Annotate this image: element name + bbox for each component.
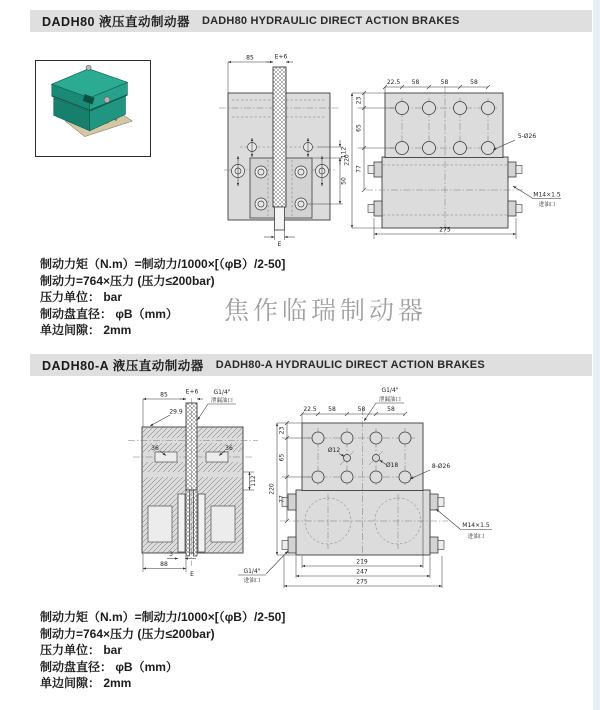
dim-65: 65 bbox=[355, 124, 363, 132]
dim-disc-ea: E bbox=[190, 571, 194, 578]
section2-header-bar bbox=[30, 354, 592, 376]
section1-title-en: DADH80 HYDRAULIC DIRECT ACTION BRAKES bbox=[202, 15, 460, 27]
dim-58a: 58 bbox=[411, 79, 420, 86]
dim-23: 23 bbox=[355, 96, 363, 105]
note-pressure-unit-a: 压力单位： bar bbox=[40, 643, 123, 657]
dim-58c: 58 bbox=[470, 79, 478, 86]
drawing-dadh80a bbox=[0, 385, 600, 595]
dadh80a-side-view bbox=[128, 389, 288, 585]
dim-seal-right: 36 bbox=[225, 445, 233, 452]
dim-77a: 77 bbox=[278, 495, 286, 503]
dim-275: 275 bbox=[439, 226, 451, 234]
dim-220a: 220 bbox=[268, 483, 276, 495]
dim-219: 219 bbox=[356, 558, 368, 566]
dim-58b2: 58 bbox=[357, 406, 366, 413]
note-disc-diameter-a: 制动盘直径： φB（mm） bbox=[40, 659, 178, 674]
note-force-formula-a: 制动力=764×压力 (压力≤200bar) bbox=[40, 626, 215, 641]
dim-112a: 112 bbox=[250, 475, 257, 487]
callout-leak-thread-side: G1/4" bbox=[213, 389, 231, 396]
dim-pad-3: 3 bbox=[169, 551, 173, 558]
dim-58a2: 58 bbox=[328, 406, 336, 413]
dim-65a: 65 bbox=[278, 453, 286, 462]
brake-disc-section bbox=[273, 67, 286, 230]
callout-5-d26: 5-Ø26 bbox=[517, 133, 537, 140]
note-torque-formula: 制动力矩（N.m）=制动力/1000×[（φB）/2-50] bbox=[40, 257, 286, 271]
callout-inlet-thread: M14×1.5 bbox=[533, 191, 561, 199]
callout-d12: Ø12 bbox=[327, 447, 341, 454]
callout-inlet-thread-side: G1/4" bbox=[243, 568, 261, 575]
watermark: 焦作临瑞制动器 bbox=[224, 296, 428, 325]
section2-title-en: DADH80-A HYDRAULIC DIRECT ACTION BRAKES bbox=[215, 359, 485, 371]
dim-247: 247 bbox=[356, 568, 368, 576]
dim-112: 112 bbox=[340, 146, 348, 159]
dim-58b: 58 bbox=[440, 79, 449, 86]
callout-inlet-label-a: 进油口 bbox=[467, 534, 485, 540]
dim-58c2: 58 bbox=[387, 406, 395, 413]
dim-slot-e6a: E+6 bbox=[185, 388, 199, 396]
note-pressure-unit: 压力单位： bar bbox=[40, 290, 123, 304]
drawing-dadh80 bbox=[0, 45, 600, 250]
dim-22-5: 22.5 bbox=[386, 79, 401, 86]
dim-seal-left: 36 bbox=[151, 445, 159, 452]
dim-77: 77 bbox=[355, 165, 363, 173]
callout-inlet-label-side: 进油口 bbox=[243, 578, 261, 584]
callout-d18: Ø18 bbox=[385, 462, 399, 469]
dadh80a-front-view bbox=[269, 387, 493, 588]
dim-220: 220 bbox=[343, 154, 351, 166]
dim-275a: 275 bbox=[356, 578, 368, 586]
section1-notes bbox=[40, 256, 400, 339]
dim-width-85a: 85 bbox=[160, 391, 168, 399]
seal-housing-right bbox=[206, 452, 228, 462]
section2-title-zh: DADH80-A 液压直动制动器 bbox=[42, 359, 204, 373]
brake-lower-body-a bbox=[296, 490, 430, 555]
note-side-clearance-a: 单边间隙： 2mm bbox=[40, 676, 132, 690]
dim-base-88: 88 bbox=[160, 561, 168, 568]
dadh80-front-view bbox=[344, 79, 562, 239]
callout-8-d26: 8-Ø26 bbox=[431, 463, 451, 470]
section2-notes bbox=[40, 609, 400, 692]
note-torque-formula-a: 制动力矩（N.m）=制动力/1000×[（φB）/2-50] bbox=[40, 610, 286, 624]
dim-23a: 23 bbox=[278, 426, 286, 435]
dim-50: 50 bbox=[340, 177, 348, 185]
callout-inlet-label: 进油口 bbox=[538, 202, 556, 208]
callout-leak-thread: G1/4" bbox=[381, 387, 399, 394]
dadh80-side-view bbox=[219, 54, 348, 249]
note-force-formula: 制动力=764×压力 (压力≤200bar) bbox=[40, 273, 215, 288]
note-side-clearance: 单边间隙： 2mm bbox=[40, 323, 132, 337]
callout-leak-label: 泄漏油口 bbox=[378, 397, 402, 403]
dim-22-5a: 22.5 bbox=[303, 406, 317, 413]
section1-title-zh: DADH80 液压直动制动器 bbox=[42, 15, 190, 29]
callout-leak-label-side: 泄漏油口 bbox=[210, 398, 234, 404]
callout-inlet-thread-a: M14×1.5 bbox=[462, 522, 490, 529]
callout-29-9: 29.9 bbox=[169, 408, 183, 416]
section1-header-bar bbox=[30, 10, 592, 32]
dim-slot-e6: E+6 bbox=[274, 53, 288, 61]
seal-housing-left bbox=[155, 452, 177, 462]
dim-width-85: 85 bbox=[246, 54, 254, 62]
dim-disc-e: E bbox=[277, 241, 282, 248]
note-disc-diameter: 制动盘直径： φB（mm） bbox=[40, 306, 178, 321]
